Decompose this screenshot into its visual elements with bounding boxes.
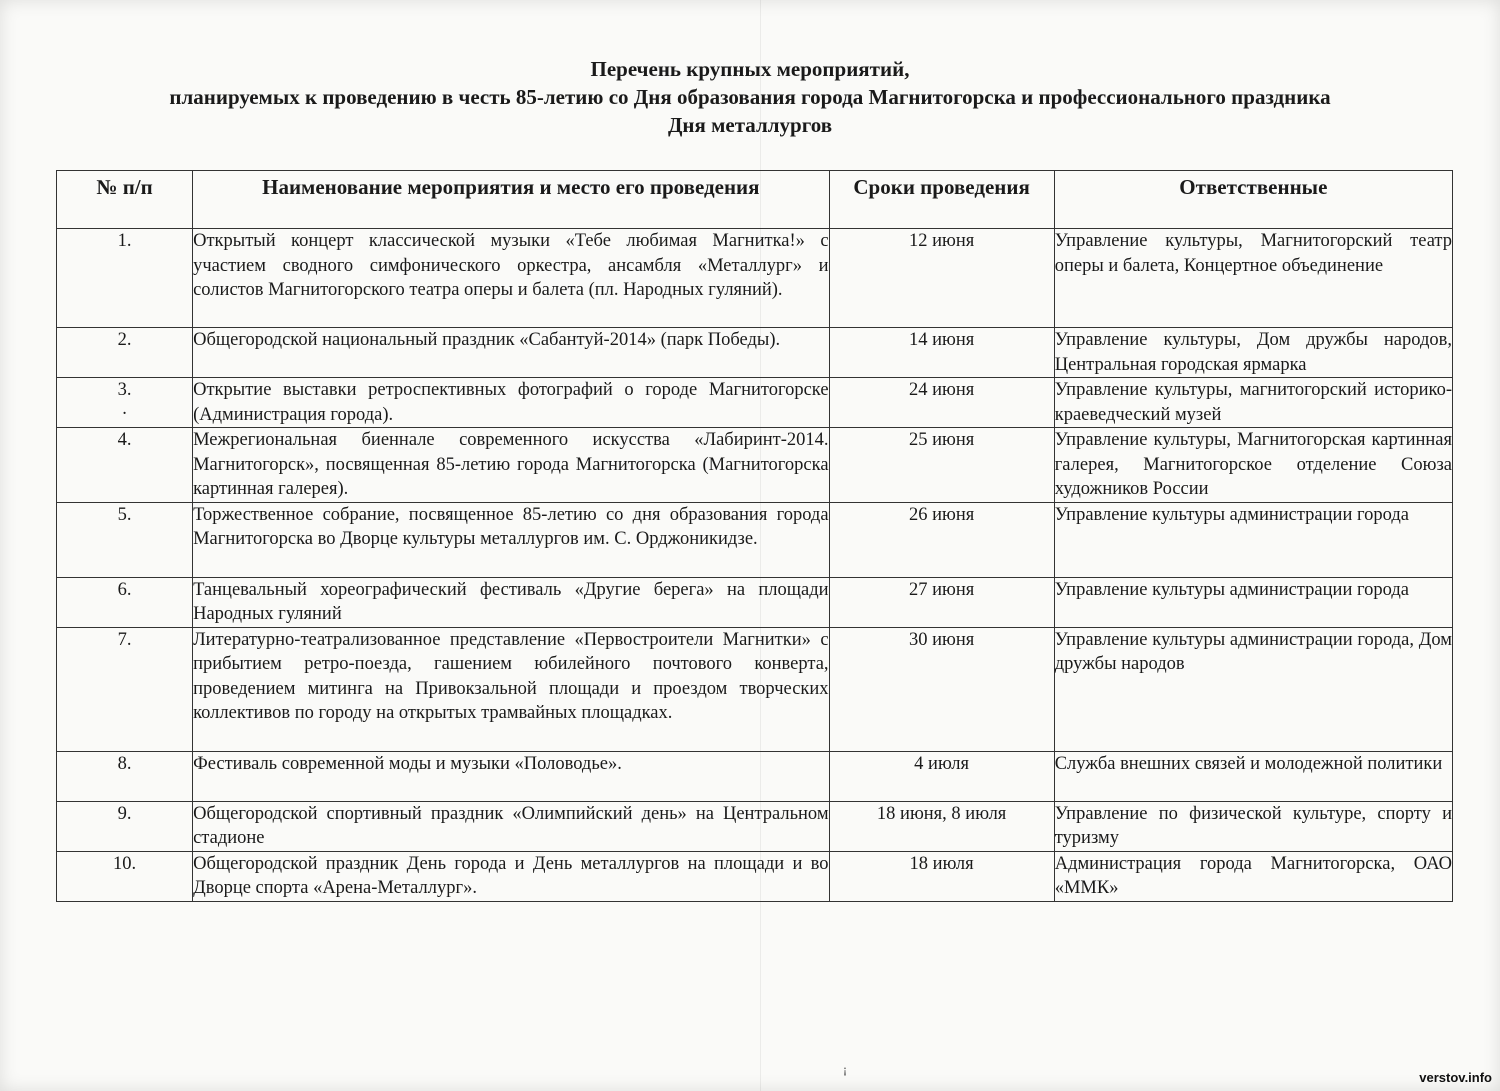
row-number: 9. [57,801,193,851]
event-date: 12 июня [829,229,1054,328]
row-number: 2. [57,328,193,378]
event-date: 30 июня [829,627,1054,751]
event-date: 25 июня [829,428,1054,503]
event-name: Открытие выставки ретроспективных фотографий о городе Магнитогорске (Администрация города). [193,378,829,428]
table-row [57,627,1453,751]
table-row [57,328,1453,378]
event-responsible: Администрация города Магнитогорска, ОАО «ММК» [1054,851,1452,901]
table-row [57,851,1453,901]
event-responsible: Управление культуры администрации города [1054,577,1452,627]
event-responsible: Управление культуры администрации города, Дом дружбы народов [1054,627,1452,751]
site-watermark: verstov.info [1419,1070,1492,1085]
table-row [57,577,1453,627]
event-date: 4 июля [829,751,1054,801]
table-header [57,171,1453,229]
row-number-cell [57,378,193,428]
title-line-2: планируемых к проведению в честь 85-летию со Дня образования города Магнитогорска и профессионального праздника [169,85,1331,109]
events-table [56,170,1453,902]
event-date: 14 июня [829,328,1054,378]
event-name: Литературно-театрализованное представление «Первостроители Магнитки» с прибытием ретро-поезда, гашением юбилейного почтового конверта, проведением митинга на Привокзальной площади и проездом творческих коллективов по городу на открытых трамвайных площадках. [193,627,829,751]
column-header-dates: Сроки проведения [829,171,1054,229]
event-date: 24 июня [829,378,1054,428]
row-number: 8. [57,751,193,801]
table-row [57,378,1453,428]
row-number: 6. [57,577,193,627]
event-name: Танцевальный хореографический фестиваль «Другие берега» на площади Народных гуляний [193,577,829,627]
table-row [57,428,1453,503]
event-name: Общегородской спортивный праздник «Олимпийский день» на Центральном стадионе [193,801,829,851]
event-name: Фестиваль современной моды и музыки «Половодье». [193,751,829,801]
event-date: 27 июня [829,577,1054,627]
table-row [57,801,1453,851]
event-responsible: Управление по физической культуре, спорту и туризму [1054,801,1452,851]
row-number: 7. [57,627,193,751]
event-name: Общегородской национальный праздник «Сабантуй-2014» (парк Победы). [193,328,829,378]
column-header-number: № п/п [57,171,193,229]
row-number: 4. [57,428,193,503]
event-date: 18 июня, 8 июля [829,801,1054,851]
event-name: Общегородской праздник День города и День металлургов на площади и во Дворце спорта «Арена-Металлург». [193,851,829,901]
event-date: 26 июня [829,502,1054,577]
event-responsible: Управление культуры, Магнитогорский театр оперы и балета, Концертное объединение [1054,229,1452,328]
event-responsible: Управление культуры администрации города [1054,502,1452,577]
table-row [57,229,1453,328]
row-number: 10. [57,851,193,901]
event-name: Торжественное собрание, посвященное 85-летию со дня образования города Магнитогорска во Дворце культуры металлургов им. С. Орджоникидзе. [193,502,829,577]
row-number: 5. [57,502,193,577]
table-body [57,229,1453,902]
event-responsible: Управление культуры, Дом дружбы народов, Центральная городская ярмарка [1054,328,1452,378]
event-responsible: Служба внешних связей и молодежной политики [1054,751,1452,801]
title-line-3: Дня металлургов [667,113,833,137]
event-date: 18 июля [829,851,1054,901]
stray-dot: . [122,398,127,419]
document-title [40,55,1460,139]
column-header-responsible: Ответственные [1054,171,1452,229]
event-name: Межрегиональная биеннале современного искусства «Лабиринт-2014. Магнитогорск», посвященная 85-летию города Магнитогорска (Магнитогорска картинная галерея). [193,428,829,503]
row-number: 1. [57,229,193,328]
table-row [57,502,1453,577]
header-row [57,171,1453,229]
title-line-1: Перечень крупных мероприятий, [590,57,910,81]
event-responsible: Управление культуры, магнитогорский историко-краеведческий музей [1054,378,1452,428]
row-number: 3. [117,380,132,400]
event-responsible: Управление культуры, Магнитогорская картинная галерея, Магнитогорское отделение Союза художников России [1054,428,1452,503]
column-header-event-name: Наименование мероприятия и место его проведения [193,171,829,229]
table-row [57,751,1453,801]
stray-mark: ¡ [843,1062,847,1076]
event-name: Открытый концерт классической музыки «Тебе любимая Магнитка!» с участием сводного симфонического оркестра, ансамбля «Металлург» и солистов Магнитогорского театра оперы и балета (пл. Народных гуляний). [193,229,829,328]
